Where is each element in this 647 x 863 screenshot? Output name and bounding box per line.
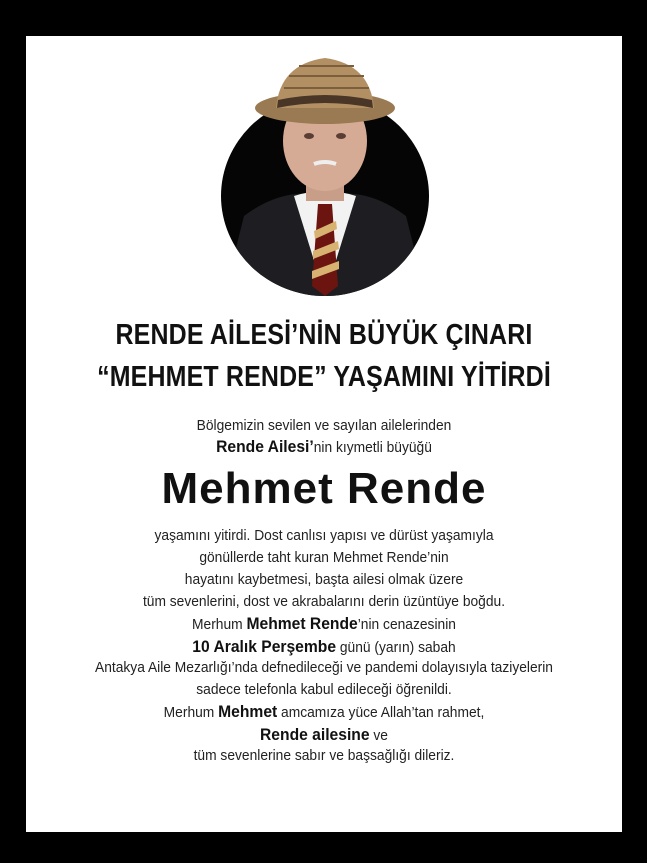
body-line-3: hayatını kaybetmesi, başta ailesi olmak üzere [184, 571, 464, 588]
body-line-7: Antakya Aile Mezarlığı’nda defnedileceği ve pandemi dolayısıyla taziyelerin [95, 659, 553, 676]
body-line-4: tüm sevenlerini, dost ve akrabalarını derin üzüntüye boğdu. [142, 593, 506, 610]
body-line-5: Merhum Mehmet Rende’nin cenazesinin [192, 614, 456, 633]
body-line-2: gönüllerde taht kuran Mehmet Rende’nin [199, 549, 449, 566]
body-line-11: tüm sevenlerine sabır ve başsağlığı dileriz. [193, 747, 455, 764]
headline-line-2: “MEHMET RENDE” YAŞAMINI YİTİRDİ [97, 361, 551, 393]
family-name: Rende Ailesi’ [216, 437, 314, 456]
headline-line-1: RENDE AİLESİ’NİN BÜYÜK ÇINARI [115, 319, 533, 351]
hat [255, 58, 395, 124]
obituary-card [26, 36, 622, 832]
intro-line-1: Bölgemizin sevilen ve sayılan ailelerinden [196, 417, 452, 434]
deceased-name: Mehmet Rende [161, 464, 487, 513]
portrait-photo [214, 46, 436, 296]
body-line-1: yaşamını yitirdi. Dost canlısı yapısı ve dürüst yaşamıyla [154, 527, 494, 544]
body-line-10: Rende ailesine ve [260, 725, 388, 744]
body-line-9: Merhum Mehmet amcamıza yüce Allah’tan rahmet, [163, 702, 485, 721]
body-line-6: 10 Aralık Perşembe günü (yarın) sabah [192, 637, 456, 656]
intro-line-2: Rende Ailesi’nin kıymetli büyüğü [216, 437, 432, 456]
body-line-8: sadece telefonla kabul edileceği öğrenildi. [196, 681, 452, 698]
